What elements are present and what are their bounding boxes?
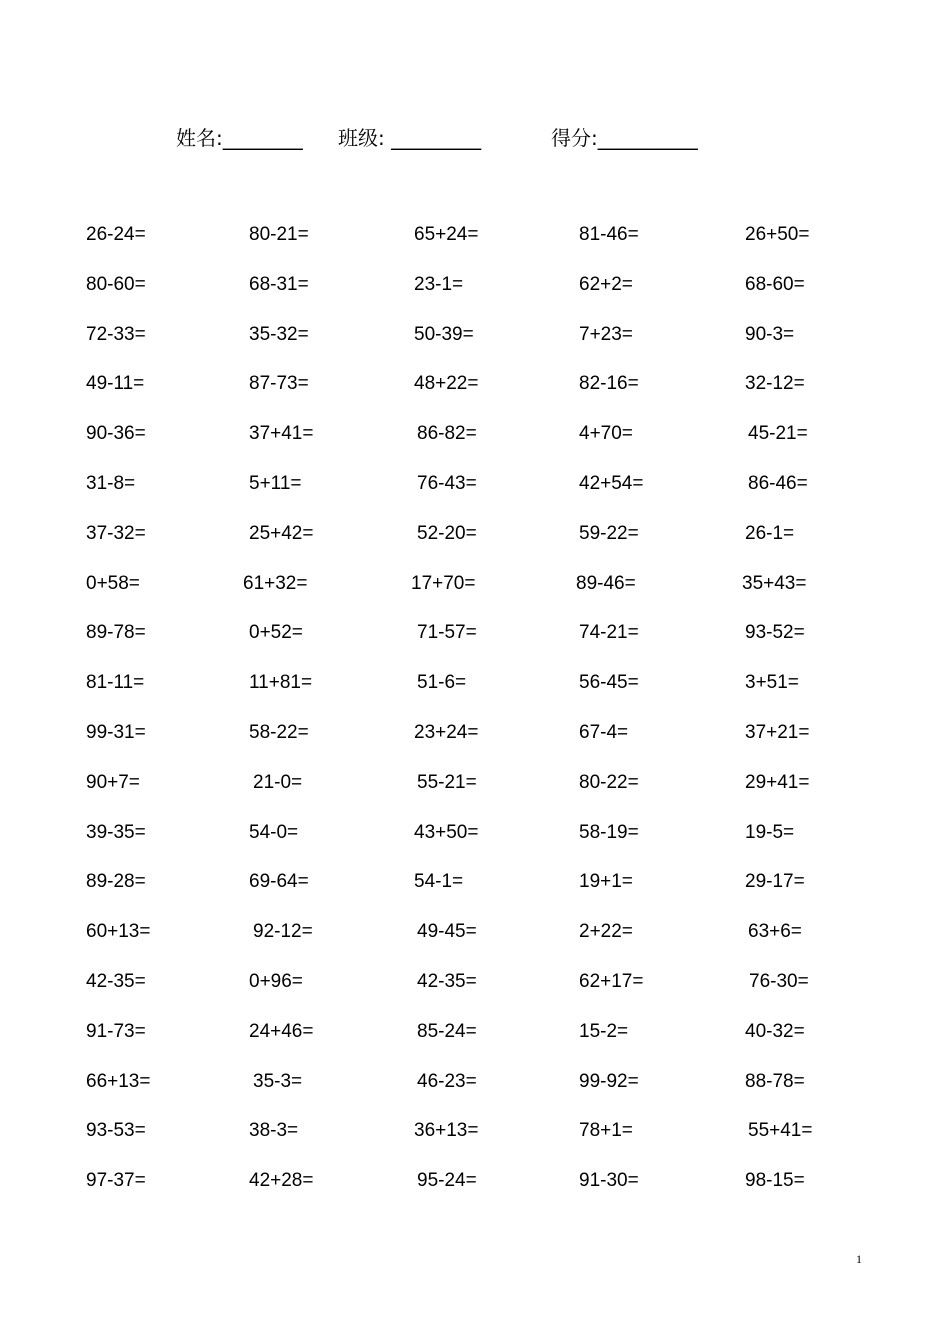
arithmetic-problem: 0+52= xyxy=(249,622,303,644)
arithmetic-problem: 2+22= xyxy=(579,921,633,943)
arithmetic-problem: 54-0= xyxy=(249,821,299,843)
arithmetic-problem: 65+24= xyxy=(414,224,479,245)
arithmetic-problem: 35+43= xyxy=(742,572,807,594)
arithmetic-problem: 23-1= xyxy=(414,273,464,295)
arithmetic-problem: 87-73= xyxy=(249,373,309,395)
arithmetic-problem: 63+6= xyxy=(748,921,802,943)
arithmetic-problem: 82-16= xyxy=(579,373,639,395)
arithmetic-problem: 36+13= xyxy=(414,1120,479,1142)
arithmetic-problem: 72-33= xyxy=(86,323,146,345)
problem-row xyxy=(0,224,950,250)
arithmetic-problem: 21-0= xyxy=(253,771,303,793)
arithmetic-problem: 88-78= xyxy=(745,1070,805,1092)
arithmetic-problem: 25+42= xyxy=(249,522,314,544)
arithmetic-problem: 35-32= xyxy=(249,323,309,345)
problem-row xyxy=(0,1071,950,1097)
arithmetic-problem: 39-35= xyxy=(86,821,146,843)
arithmetic-problem: 99-31= xyxy=(86,722,146,743)
arithmetic-problem: 43+50= xyxy=(414,821,479,843)
arithmetic-problem: 37-32= xyxy=(86,522,146,544)
arithmetic-problem: 58-22= xyxy=(249,722,309,743)
arithmetic-problem: 51-6= xyxy=(417,672,467,694)
arithmetic-problem: 89-28= xyxy=(86,871,146,893)
arithmetic-problem: 29+41= xyxy=(745,771,810,793)
problem-row xyxy=(0,822,950,848)
arithmetic-problem: 90-3= xyxy=(745,323,795,345)
arithmetic-problem: 32-12= xyxy=(745,373,805,395)
problem-row xyxy=(0,622,950,648)
arithmetic-problem: 3+51= xyxy=(745,672,799,694)
arithmetic-problem: 4+70= xyxy=(579,423,633,445)
arithmetic-problem: 55-21= xyxy=(417,771,477,793)
arithmetic-problem: 76-30= xyxy=(749,971,809,992)
problem-row xyxy=(0,423,950,449)
problem-row xyxy=(0,871,950,897)
arithmetic-problem: 49-45= xyxy=(417,921,477,943)
problem-row xyxy=(0,523,950,549)
arithmetic-problem: 42-35= xyxy=(417,971,477,992)
arithmetic-problem: 40-32= xyxy=(745,1020,805,1042)
arithmetic-problem: 7+23= xyxy=(579,323,633,345)
arithmetic-problem: 35-3= xyxy=(253,1070,303,1092)
arithmetic-problem: 23+24= xyxy=(414,722,479,743)
arithmetic-problem: 76-43= xyxy=(417,473,477,494)
arithmetic-problem: 74-21= xyxy=(579,622,639,644)
arithmetic-problem: 98-15= xyxy=(745,1170,805,1192)
arithmetic-problem: 58-19= xyxy=(579,821,639,843)
arithmetic-problem: 95-24= xyxy=(417,1170,477,1192)
problem-row xyxy=(0,772,950,798)
arithmetic-problem: 37+21= xyxy=(745,722,810,743)
arithmetic-problem: 80-60= xyxy=(86,273,146,295)
arithmetic-problem: 86-82= xyxy=(417,423,477,445)
problem-row xyxy=(0,722,950,748)
arithmetic-problem: 90-36= xyxy=(86,423,146,445)
arithmetic-problem: 91-30= xyxy=(579,1170,639,1192)
problem-row xyxy=(0,1021,950,1047)
arithmetic-problem: 15-2= xyxy=(579,1020,629,1042)
arithmetic-problem: 60+13= xyxy=(86,921,151,943)
arithmetic-problem: 89-46= xyxy=(576,572,636,594)
arithmetic-problem: 80-21= xyxy=(249,224,309,245)
problem-row xyxy=(0,971,950,997)
arithmetic-problem: 62+2= xyxy=(579,273,633,295)
problem-row xyxy=(0,573,950,599)
arithmetic-problem: 37+41= xyxy=(249,423,314,445)
arithmetic-problem: 45-21= xyxy=(748,423,808,445)
arithmetic-problem: 69-64= xyxy=(249,871,309,893)
arithmetic-problem: 19+1= xyxy=(579,871,633,893)
arithmetic-problem: 81-46= xyxy=(579,224,639,245)
arithmetic-problem: 54-1= xyxy=(414,871,464,893)
arithmetic-problem: 93-53= xyxy=(86,1120,146,1142)
arithmetic-problem: 90+7= xyxy=(86,771,140,793)
arithmetic-problem: 29-17= xyxy=(745,871,805,893)
arithmetic-problem: 0+96= xyxy=(249,971,303,992)
arithmetic-problem: 93-52= xyxy=(745,622,805,644)
arithmetic-problem: 91-73= xyxy=(86,1020,146,1042)
problem-row xyxy=(0,324,950,350)
arithmetic-problem: 38-3= xyxy=(249,1120,299,1142)
arithmetic-problem: 31-8= xyxy=(86,473,136,494)
arithmetic-problem: 56-45= xyxy=(579,672,639,694)
arithmetic-problem: 24+46= xyxy=(249,1020,314,1042)
problem-row xyxy=(0,1120,950,1146)
arithmetic-problem: 86-46= xyxy=(748,473,808,494)
arithmetic-problem: 97-37= xyxy=(86,1170,146,1192)
arithmetic-problem: 59-22= xyxy=(579,522,639,544)
problem-row xyxy=(0,921,950,947)
class-field-label: 班级: _________ xyxy=(338,126,482,150)
arithmetic-problem: 67-4= xyxy=(579,722,629,743)
arithmetic-problem: 0+58= xyxy=(86,572,140,594)
arithmetic-problem: 99-92= xyxy=(579,1070,639,1092)
arithmetic-problem: 26-24= xyxy=(86,224,146,245)
arithmetic-problem: 19-5= xyxy=(745,821,795,843)
arithmetic-problem: 50-39= xyxy=(414,323,474,345)
arithmetic-problem: 68-60= xyxy=(745,273,805,295)
page-number: 1 xyxy=(856,1252,862,1266)
arithmetic-problem: 42+28= xyxy=(249,1170,314,1192)
arithmetic-problem: 42-35= xyxy=(86,971,146,992)
name-field-label: 姓名:________ xyxy=(176,126,303,150)
arithmetic-problem: 66+13= xyxy=(86,1070,151,1092)
arithmetic-problem: 92-12= xyxy=(253,921,313,943)
arithmetic-problem: 11+81= xyxy=(249,672,313,694)
worksheet-header xyxy=(0,122,950,152)
arithmetic-problem: 80-22= xyxy=(579,771,639,793)
arithmetic-problem: 42+54= xyxy=(579,473,644,494)
arithmetic-problem: 17+70= xyxy=(411,572,476,594)
arithmetic-problem: 46-23= xyxy=(417,1070,477,1092)
arithmetic-problem: 71-57= xyxy=(417,622,477,644)
problem-row xyxy=(0,1170,950,1196)
arithmetic-problem: 89-78= xyxy=(86,622,146,644)
arithmetic-problem: 78+1= xyxy=(579,1120,633,1142)
arithmetic-problem: 49-11= xyxy=(86,373,145,395)
arithmetic-problem: 55+41= xyxy=(748,1120,813,1142)
problem-row xyxy=(0,672,950,698)
arithmetic-problem: 52-20= xyxy=(417,522,477,544)
arithmetic-problem: 5+11= xyxy=(249,473,302,494)
problem-row xyxy=(0,274,950,300)
arithmetic-problem: 48+22= xyxy=(414,373,479,395)
problem-row xyxy=(0,473,950,499)
score-field-label: 得分:__________ xyxy=(551,126,698,150)
arithmetic-problem: 81-11= xyxy=(86,672,145,694)
arithmetic-problem: 26+50= xyxy=(745,224,810,245)
arithmetic-problem: 85-24= xyxy=(417,1020,477,1042)
arithmetic-problem: 61+32= xyxy=(243,572,308,594)
arithmetic-problem: 26-1= xyxy=(745,522,795,544)
arithmetic-problem: 62+17= xyxy=(579,971,644,992)
problem-row xyxy=(0,373,950,399)
arithmetic-problem: 68-31= xyxy=(249,273,309,295)
